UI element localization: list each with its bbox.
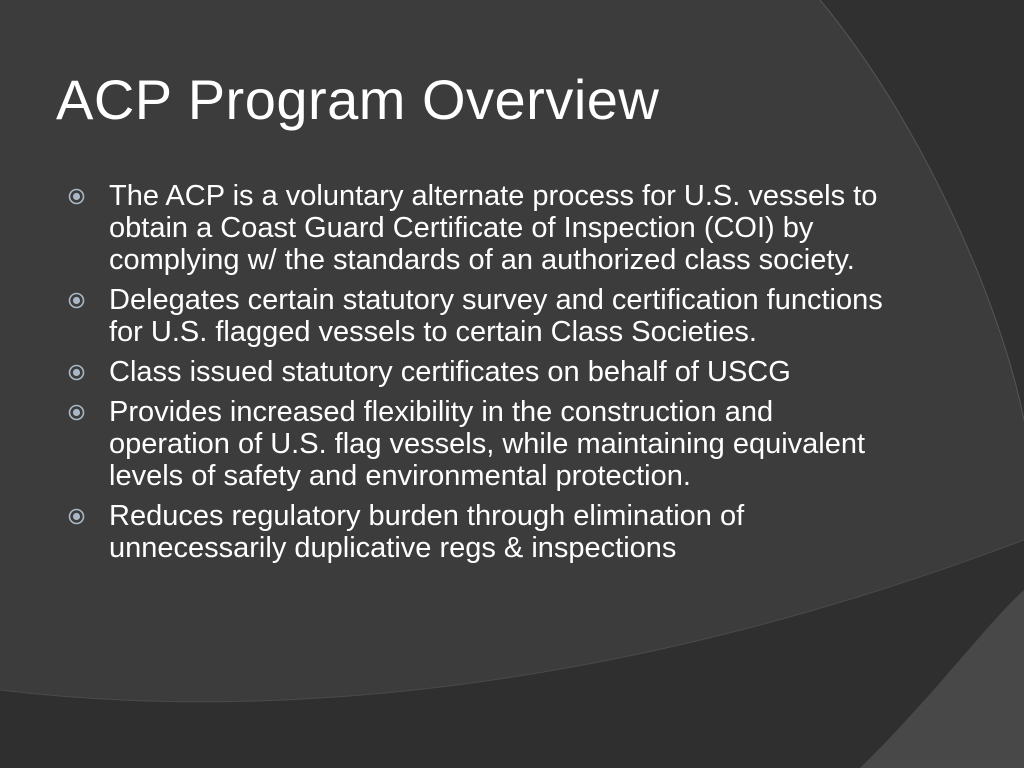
bullet-text: The ACP is a voluntary alternate process for U.S. vessels to obtain a Coast Guard Certificate of Inspection (COI) by complying w/ the standards of an authorized class society. — [109, 180, 878, 276]
bullet-text: Delegates certain statutory survey and certification functions for U.S. flagged vessels to certain Class Societies. — [109, 284, 883, 348]
bullet-item — [68, 284, 898, 348]
circled-dot-icon — [68, 508, 85, 525]
bullet-item — [68, 356, 898, 388]
bullet-text: Class issued statutory certificates on behalf of USCG — [109, 356, 791, 388]
bullet-item — [68, 500, 898, 564]
slide-title: ACP Program Overview — [56, 68, 660, 131]
circled-dot-icon — [68, 364, 85, 381]
bullet-item — [68, 180, 898, 276]
bullet-text: Reduces regulatory burden through elimination of unnecessarily duplicative regs & inspections — [109, 500, 745, 564]
bullet-item — [68, 396, 898, 492]
bullet-list — [68, 180, 898, 572]
bullet-text: Provides increased flexibility in the construction and operation of U.S. flag vessels, while maintaining equivalent levels of safety and environmental protection. — [109, 396, 866, 492]
circled-dot-icon — [68, 188, 85, 205]
circled-dot-icon — [68, 292, 85, 309]
circled-dot-icon — [68, 404, 85, 421]
